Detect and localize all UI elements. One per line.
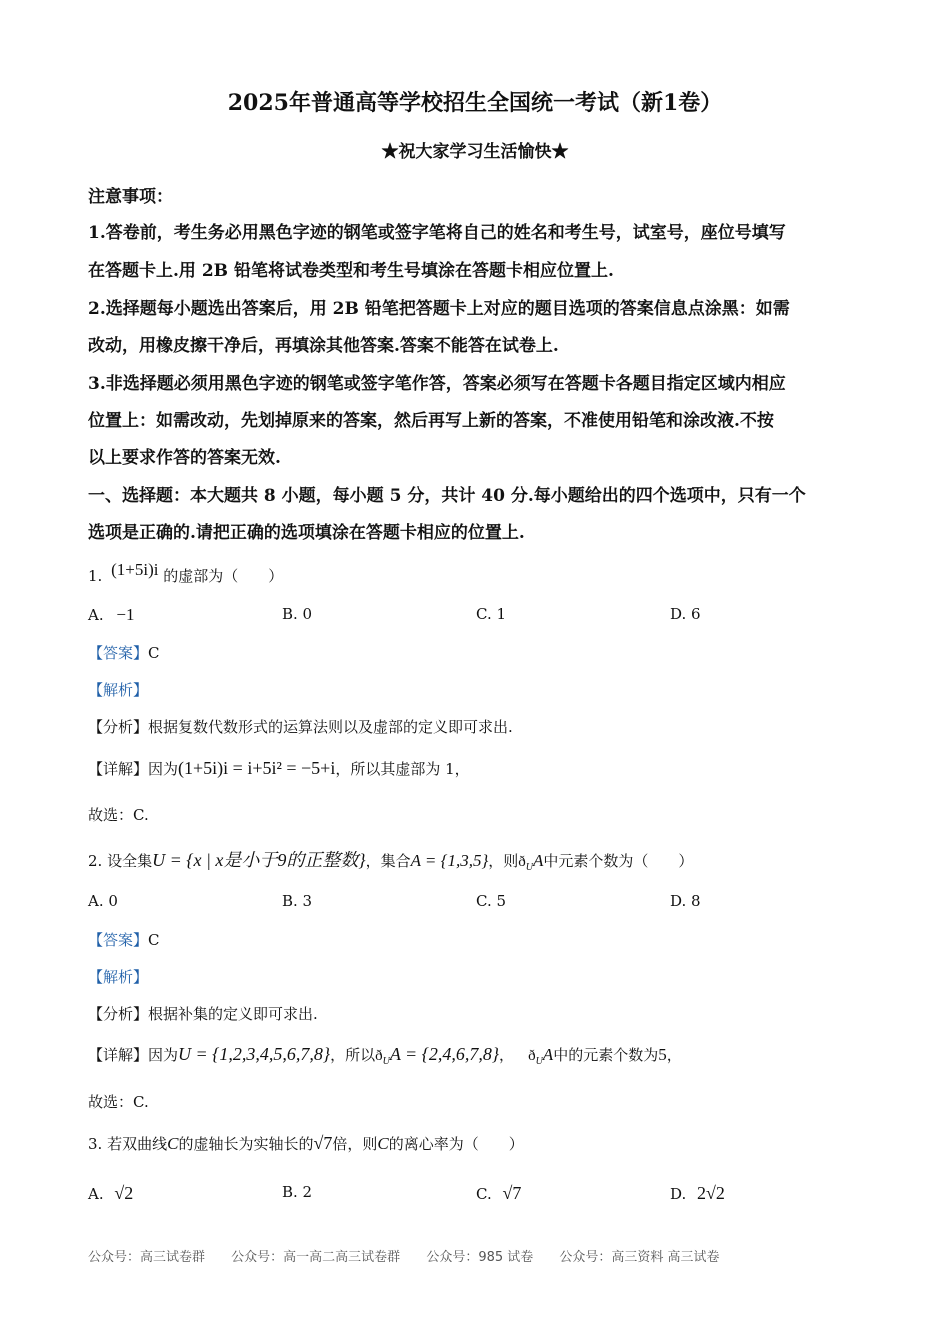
question-1-stem <box>88 560 284 586</box>
section-heading-b: 选项是正确的.请把正确的选项填涂在答题卡相应的位置上. <box>88 523 525 543</box>
notice-line-3c: 以上要求作答的答案无效. <box>88 448 281 468</box>
answer-value: C <box>148 644 160 662</box>
analysis-tag: 【解析】 <box>88 968 149 986</box>
conclusion-1: 故选：C. <box>88 806 149 824</box>
question-1-expression: (1+5i)i <box>111 560 159 579</box>
question-2-stem: 2. 设全集U = {x | x是小于9的正整数}，集合A = {1,3,5}，则$ð_UA$中元素个数为（ ） <box>88 850 694 873</box>
answer-row-1 <box>88 642 160 663</box>
sqrt-7: √7 <box>313 1133 333 1153</box>
question-number: 1. <box>88 567 103 585</box>
section-heading-a: 一、选择题：本大题共 8 小题，每小题 5 分，共计 40 分.每小题给出的四个选项中，只有一个 <box>88 486 806 506</box>
conclusion-2: 故选：C. <box>88 1093 149 1111</box>
option-c: C. √7 <box>476 1183 522 1203</box>
set-a: A = {1,3,5} <box>410 851 489 870</box>
option-a: A. −1 <box>88 605 135 624</box>
detail-row-1: 【详解】因为(1+5i)i = i+5i² = −5+i，所以其虚部为 1， <box>88 758 470 778</box>
option-b: B. 0 <box>282 605 313 623</box>
fenxi-row-1: 【分析】根据复数代数形式的运算法则以及虚部的定义即可求出. <box>88 718 513 736</box>
footer-item: 公众号：高一高二高三试卷群 <box>231 1250 401 1265</box>
footer-item: 公众号：高三资料 高三试卷 <box>559 1250 720 1265</box>
question-1-stem-text: 的虚部为（ ） <box>163 567 284 585</box>
notice-heading: 注意事项： <box>88 187 173 207</box>
footer-item: 公众号：高三试卷群 <box>88 1250 206 1265</box>
footer <box>88 1246 742 1265</box>
complement-symbol: ð <box>518 854 526 870</box>
notice-line-1b: 在答题卡上.用 2B 铅笔将试卷类型和考生号填涂在答题卡相应位置上. <box>88 261 614 281</box>
analysis-tag: 【解析】 <box>88 681 149 699</box>
notice-line-2a: 2.选择题每小题选出答案后，用 2B 铅笔把答题卡上对应的题目选项的答案信息点涂黑：如需 <box>88 299 790 319</box>
fenxi-row-2: 【分析】根据补集的定义即可求出. <box>88 1005 318 1023</box>
footer-item: 公众号：985 试卷 <box>426 1250 534 1265</box>
option-b: B. 3 <box>282 892 313 910</box>
notice-line-3b: 位置上：如需改动，先划掉原来的答案，然后再写上新的答案，不准使用铅笔和涂改液.不按 <box>88 411 774 431</box>
option-a: A. √2 <box>88 1183 134 1203</box>
answer-tag: 【答案】 <box>88 644 149 662</box>
page-title: 2025年普通高等学校招生全国统一考试（新1卷） <box>227 90 723 116</box>
question-3-stem: 3. 若双曲线C的虚轴长为实轴长的√7倍，则C的离心率为（ ） <box>88 1133 524 1153</box>
option-d: D. 6 <box>670 605 701 623</box>
notice-line-2b: 改动，用橡皮擦干净后，再填涂其他答案.答案不能答在试卷上. <box>88 336 559 356</box>
detail-row-2: 【详解】因为U = {1,2,3,4,5,6,7,8}，所以$ð_UA = \{2,4,6,7,8\}$， $ð_UA$中的元素个数为5， <box>88 1044 682 1067</box>
option-c: C. 5 <box>476 892 507 910</box>
page-subtitle: ★祝大家学习生活愉快★ <box>381 142 569 162</box>
notice-line-3a: 3.非选择题必须用黑色字迹的钢笔或签字笔作答，答案必须写在答题卡各题目指定区域内相应 <box>88 374 786 394</box>
set-u: U = {x | x是小于9的正整数} <box>152 850 366 870</box>
notice-line-1a: 1.答卷前，考生务必用黑色字迹的钢笔或签字笔将自己的姓名和考生号，试室号，座位号填写 <box>88 223 786 243</box>
detail-1-math: (1+5i)i = i+5i² = −5+i <box>178 758 336 778</box>
option-c: C. 1 <box>476 605 507 623</box>
option-d: D. 8 <box>670 892 701 910</box>
answer-row-2: 【答案】C <box>88 931 160 949</box>
option-b: B. 2 <box>282 1183 313 1201</box>
option-a: A. 0 <box>88 892 118 910</box>
option-d: D. 2√2 <box>670 1183 725 1203</box>
